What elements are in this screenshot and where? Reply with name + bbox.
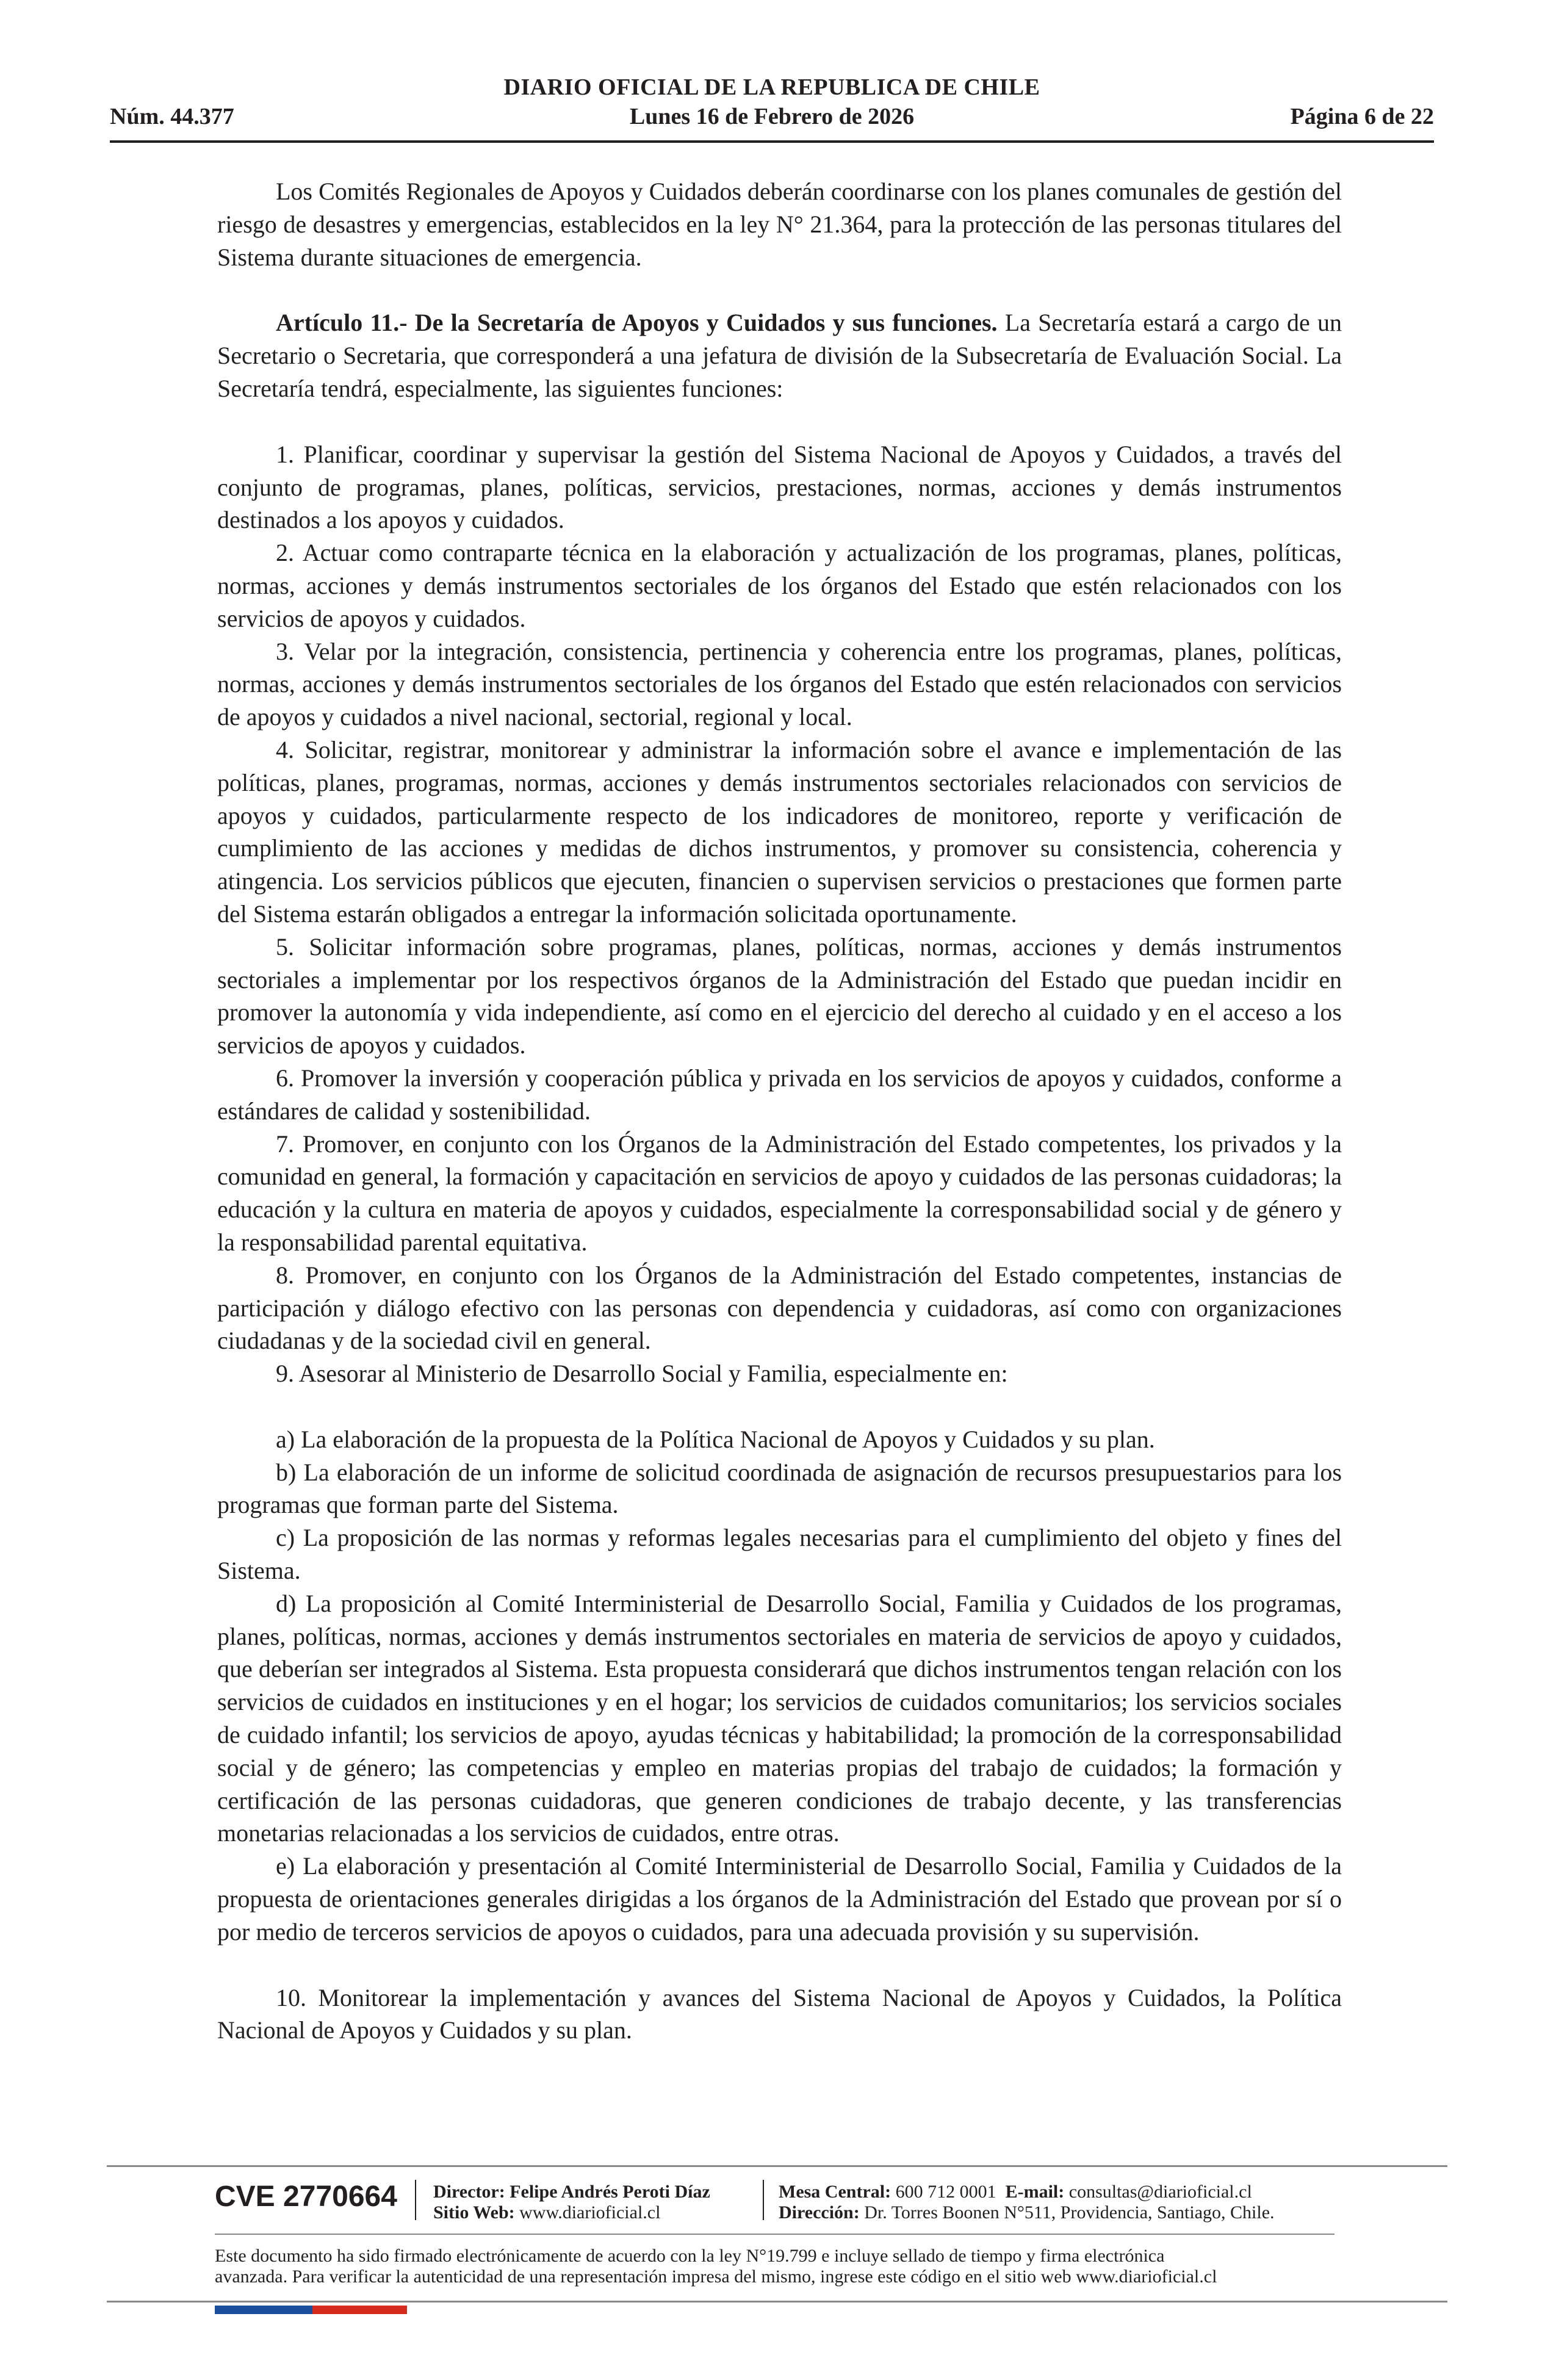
function-item: 9. Asesorar al Ministerio de Desarrollo Social y Familia, especialmente en: — [276, 1360, 1008, 1388]
website-link[interactable]: www.diarioficial.cl — [514, 2202, 661, 2223]
footer-divider — [107, 2165, 1447, 2167]
phone-value: 600 712 0001 — [891, 2182, 996, 2202]
footer-separator — [415, 2180, 416, 2220]
legal-line: Este documento ha sido firmado electrónicamente de acuerdo con la ley N°19.799 e incluye sellado de tiempo y firma electrónica — [215, 2246, 1165, 2266]
flag-stripe-blue — [215, 2306, 312, 2314]
footer-divider — [107, 2301, 1447, 2302]
function-item: 7. Promover, en conjunto con los Órganos de la Administración del Estado competentes, los privados y la comunidad en general, la formación y capacitación en servicios de apoyo y cuidados de las personas cuidadoras; la educación y la cultura en materia de apoyos y cuidados, especialmente la corresponsabilidad social y de género y la responsabilidad parental equitativa. — [217, 1130, 1342, 1256]
address-value: Dr. Torres Boonen N°511, Providencia, Santiago, Chile. — [859, 2202, 1275, 2223]
function-item: 6. Promover la inversión y cooperación pública y privada en los servicios de apoyos y cuidados, conforme a estándares de calidad y sostenibilidad. — [217, 1064, 1342, 1125]
article-11-paragraph — [217, 306, 1342, 405]
function-item: 4. Solicitar, registrar, monitorear y administrar la información sobre el avance e implementación de las políticas, planes, programas, normas, acciones y demás instrumentos sectoriales relacionados con servicios de apoyos y cuidados, particularmente respecto de los indicadores de monitoreo, reporte y verificación de cumplimiento de las acciones y medidas de dichos instrumentos, y promover su consistencia, coherencia y atingencia. Los servicios públicos que ejecuten, financien o supervisen servicios o prestaciones que formen parte del Sistema estarán obligados a entregar la información solicitada oportunamente. — [217, 735, 1342, 928]
article-text: La Secretaría estará a cargo de un Secretario o Secretaria, que corresponderá a una jefatura de división de la Subsecretaría de Evaluación Social. La Secretaría tendrá, especialmente, las siguientes funciones: — [217, 309, 1342, 402]
function-item: 8. Promover, en conjunto con los Órganos de la Administración del Estado competentes, instancias de participación y diálogo efectivo con las personas con dependencia y cuidadoras, así como con organizaciones ciudadanas y de la sociedad civil en general. — [217, 1261, 1342, 1355]
director-name: Felipe Andrés Peroti Díaz — [505, 2182, 710, 2202]
footer-separator — [763, 2180, 764, 2220]
function-item: 10. Monitorear la implementación y avances del Sistema Nacional de Apoyos y Cuidados, la Política Nacional de Apoyos y Cuidados y su plan. — [217, 1983, 1342, 2044]
footer-divider — [215, 2234, 1334, 2235]
email-link[interactable]: consultas@diarioficial.cl — [1064, 2182, 1252, 2202]
website-line — [433, 2202, 710, 2223]
sub-item: e) La elaboración y presentación al Comité Interministerial de Desarrollo Social, Familia y Cuidados de la propuesta de orientaciones generales dirigidas a los órganos de la Administración del Estado que provean por sí o por medio de terceros servicios de apoyos o cuidados, para una adecuada provisión y su supervisión. — [217, 1852, 1342, 1945]
document-body — [217, 175, 1342, 2047]
function-item: 3. Velar por la integración, consistencia, pertinencia y coherencia entre los programas, planes, políticas, normas, acciones y demás instrumentos sectoriales de los órganos del Estado que estén relacionados con servicios de apoyos y cuidados a nivel nacional, sectorial, regional y local. — [217, 637, 1342, 731]
sub-item: c) La proposición de las normas y reformas legales necesarias para el cumplimiento del objeto y fines del Sistema. — [217, 1524, 1342, 1585]
website-label: Sitio Web: — [433, 2202, 515, 2223]
function-item: 5. Solicitar información sobre programas, planes, políticas, normas, acciones y demás instrumentos sectoriales a implementar por los respectivos órganos de la Administración del Estado que puedan incidir en promover la autonomía y vida independiente, así como en el ejercicio del derecho al cuidado y en el acceso a los servicios de apoyos y cuidados. — [217, 932, 1342, 1059]
article-heading: Artículo 11.- De la Secretaría de Apoyos y Cuidados y sus funciones. — [276, 309, 998, 337]
director-label: Director: — [433, 2182, 505, 2202]
director-block — [433, 2182, 710, 2223]
header-divider — [110, 140, 1434, 143]
address-label: Dirección: — [779, 2202, 860, 2223]
issue-number: Núm. 44.377 — [110, 104, 234, 129]
address-line — [779, 2202, 1275, 2223]
function-item: 2. Actuar como contraparte técnica en la elaboración y actualización de los programas, planes, políticas, normas, acciones y demás instrumentos sectoriales de los órganos del Estado que estén relacionados con los servicios de apoyos y cuidados. — [217, 539, 1342, 632]
flag-stripe-red — [312, 2306, 407, 2314]
phone-label: Mesa Central: — [779, 2182, 891, 2202]
contact-block — [779, 2182, 1275, 2223]
sub-item: b) La elaboración de un informe de solicitud coordinada de asignación de recursos presupuestarios para los programas que forman parte del Sistema. — [217, 1458, 1342, 1519]
cve-code: CVE 2770664 — [215, 2180, 397, 2213]
issue-date: Lunes 16 de Febrero de 2026 — [629, 104, 915, 129]
legal-line: avanzada. Para verificar la autenticidad de una representación impresa del mismo, ingrese este código en el sitio web www.diarioficial.cl — [215, 2266, 1217, 2287]
journal-title: DIARIO OFICIAL DE LA REPUBLICA DE CHILE — [503, 74, 1040, 100]
function-item: 1. Planificar, coordinar y supervisar la gestión del Sistema Nacional de Apoyos y Cuidados, a través del conjunto de programas, planes, políticas, servicios, prestaciones, normas, acciones y demás instrumentos destinados a los apoyos y cuidados. — [217, 440, 1342, 534]
phone-email-line — [779, 2182, 1275, 2202]
legal-notice — [215, 2246, 1338, 2287]
page-number: Página 6 de 22 — [1290, 104, 1434, 129]
page-header — [110, 74, 1434, 142]
email-label: E-mail: — [1005, 2182, 1065, 2202]
sub-item: d) La proposición al Comité Interministerial de Desarrollo Social, Familia y Cuidados de los programas, planes, políticas, normas, acciones y demás instrumentos sectoriales en materia de servicios de apoyo y cuidados, que deberían ser integrados al Sistema. Esta propuesta considerará que dichos instrumentos tengan relación con los servicios de cuidados en instituciones y en el hogar; los servicios de cuidados comunitarios; los servicios sociales de cuidado infantil; los servicios de apoyo, ayudas técnicas y habitabilidad; la promoción de la corresponsabilidad social y de género; las competencias y empleo en materias propias del trabajo de cuidados; la formación y certificación de las personas cuidadoras, que generen condiciones de trabajo decente, y las transferencias monetarias relacionadas a los servicios de cuidados, entre otras. — [217, 1589, 1342, 1847]
intro-paragraph: Los Comités Regionales de Apoyos y Cuidados deberán coordinarse con los planes comunales de gestión del riesgo de desastres y emergencias, establecidos en la ley N° 21.364, para la protección de las personas titulares del Sistema durante situaciones de emergencia. — [217, 178, 1342, 271]
sub-item: a) La elaboración de la propuesta de la Política Nacional de Apoyos y Cuidados y su plan. — [276, 1425, 1155, 1453]
director-line — [433, 2182, 710, 2202]
